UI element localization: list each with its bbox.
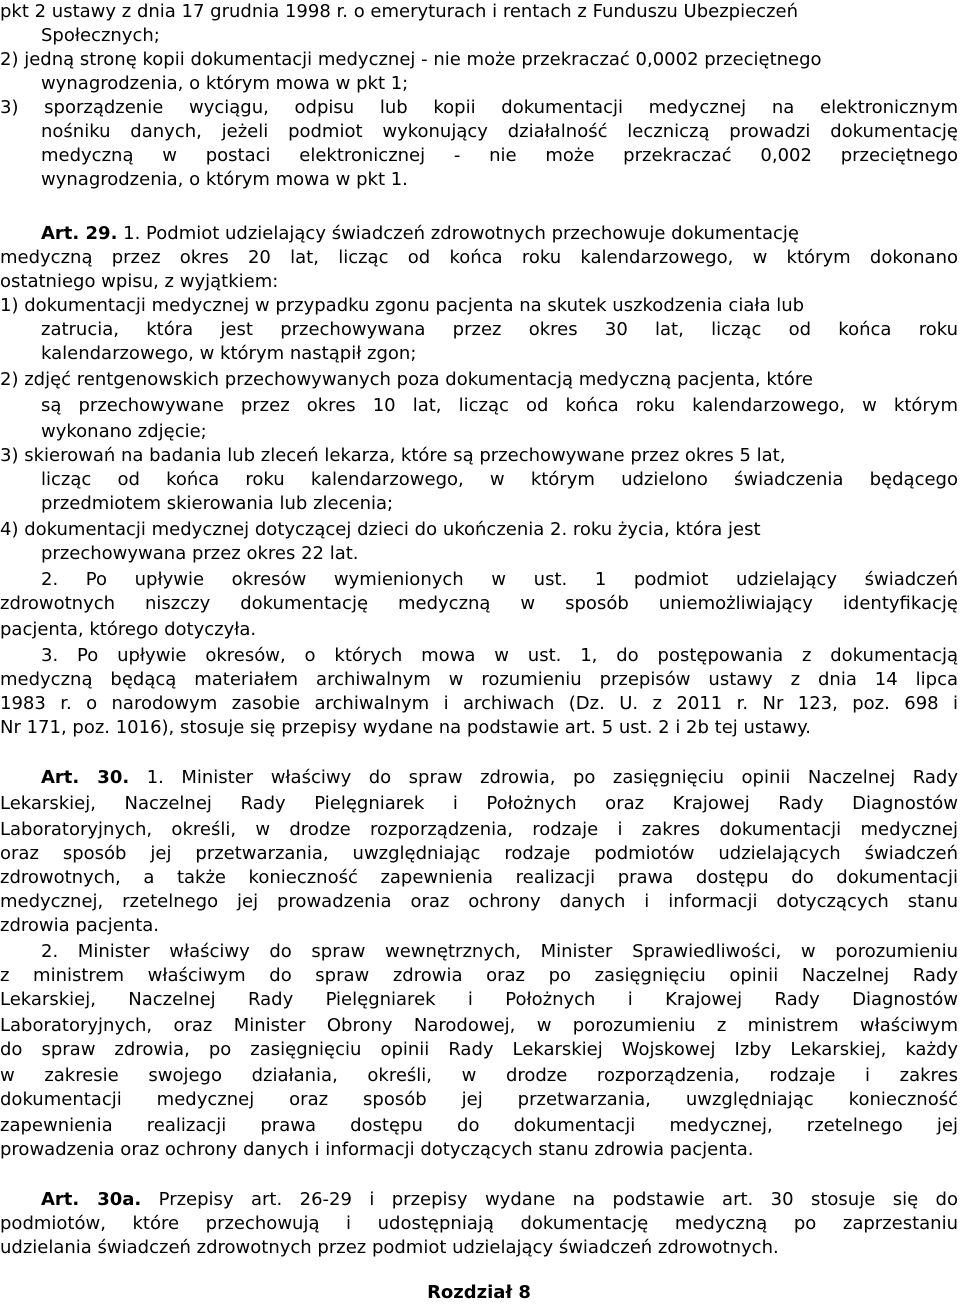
text-line — [41, 468, 958, 492]
line-text: są przechowywane przez okres 10 lat, licząc od końca roku kalendarzowego, w którym — [41, 395, 958, 416]
text-line — [41, 644, 958, 668]
line-text: kalendarzowego, w którym nastąpił zgon; — [41, 343, 417, 364]
line-text: Nr 171, poz. 1016), stosuje się przepisy wydane na podstawie art. 5 ust. 2 i 2b tej ustawy. — [0, 717, 811, 738]
line-text: przedmiotem skierowania lub zlecenia; — [41, 493, 394, 514]
text-line — [41, 568, 958, 592]
line-text: zdrowotnych niszczy dokumentację medyczną w sposób uniemożliwiający identyfikację — [0, 593, 958, 614]
line-text: nośniku danych, jeżeli podmiot wykonujący działalność leczniczą prowadzi dokumentację — [41, 121, 958, 142]
text-line — [41, 420, 958, 444]
line-text: 2. Po upływie okresów wymienionych w ust. 1 podmiot udzielający świadczeń — [41, 569, 958, 590]
text-line — [0, 246, 958, 270]
text-line — [0, 368, 958, 392]
line-text: 1. Minister właściwy do spraw zdrowia, po zasięgnięciu opinii Naczelnej Rady — [146, 767, 958, 788]
text-line — [0, 988, 958, 1012]
line-text: ostatniego wpisu, z wyjątkiem: — [0, 271, 279, 292]
line-text: medycznej, rzetelnego jej prowadzenia oraz ochrony danych i informacji dotyczących stanu — [0, 891, 958, 912]
text-line — [0, 818, 958, 842]
line-text: 1. Podmiot udzielający świadczeń zdrowotnych przechowuje dokumentację — [123, 223, 799, 244]
text-line — [0, 964, 958, 988]
text-line — [0, 294, 958, 318]
line-text: licząc od końca roku kalendarzowego, w którym udzielono świadczenia będącego — [41, 469, 958, 490]
line-text: pkt 2 ustawy z dnia 17 grudnia 1998 r. o emeryturach i rentach z Funduszu Ubezpieczeń — [0, 1, 799, 22]
text-line — [41, 24, 958, 48]
text-line — [0, 96, 958, 120]
line-text: dokumentacji medycznej oraz sposób jej przetwarzania, uwzględniając konieczność — [0, 1089, 958, 1110]
text-line — [0, 866, 958, 890]
line-text: Laboratoryjnych, określi, w drodze rozporządzenia, rodzaje i zakres dokumentacji medycznej — [0, 819, 958, 840]
text-line — [0, 1088, 958, 1112]
text-line — [41, 168, 958, 192]
line-text: zapewnienia realizacji prawa dostępu do dokumentacji medycznej, rzetelnego jej — [0, 1115, 958, 1136]
text-line — [0, 914, 958, 938]
text-line — [0, 668, 958, 692]
text-line — [0, 592, 958, 616]
text-line — [0, 842, 958, 866]
line-text: 1983 r. o narodowym zasobie archiwalnym i archiwach (Dz. U. z 2011 r. Nr 123, poz. 698 i — [0, 693, 958, 714]
article-29-first-line — [41, 222, 958, 246]
line-text: medyczną przez okres 20 lat, licząc od końca roku kalendarzowego, w którym dokonano — [0, 247, 958, 268]
article-30a-first-line — [41, 1188, 958, 1212]
line-text: 2) zdjęć rentgenowskich przechowywanych poza dokumentacją medyczną pacjenta, które — [0, 369, 813, 390]
line-text: medyczną będącą materiałem archiwalnym w rozumieniu przepisów ustawy z dnia 14 lipca — [0, 669, 958, 690]
text-line — [41, 318, 958, 342]
text-line — [0, 270, 958, 294]
line-text: zdrowia pacjenta. — [0, 915, 160, 936]
line-text: 3. Po upływie okresów, o których mowa w ust. 1, do postępowania z dokumentacją — [41, 645, 958, 666]
text-line — [41, 342, 958, 366]
text-line — [0, 1236, 958, 1260]
text-line — [0, 692, 958, 716]
text-line — [41, 492, 958, 516]
article-heading: Art. 30a. — [41, 1189, 142, 1210]
line-text: prowadzenia oraz ochrony danych i informacji dotyczących stanu zdrowia pacjenta. — [0, 1139, 754, 1160]
line-text: medyczną w postaci elektronicznej - nie może przekraczać 0,002 przeciętnego — [41, 145, 958, 166]
line-text: z ministrem właściwym do spraw zdrowia oraz po zasięgnięciu opinii Naczelnej Rady — [0, 965, 958, 986]
text-line — [0, 716, 958, 740]
line-text: zatrucia, która jest przechowywana przez okres 30 lat, licząc od końca roku — [41, 319, 958, 340]
line-text: pacjenta, którego dotyczyła. — [0, 619, 257, 640]
text-line — [0, 1064, 958, 1088]
line-text: Lekarskiej, Naczelnej Rady Pielęgniarek i Położnych i Krajowej Rady Diagnostów — [0, 989, 958, 1010]
text-line — [0, 618, 958, 642]
text-line — [0, 792, 958, 816]
article-30-first-line — [41, 766, 958, 790]
text-line — [0, 48, 958, 72]
line-text: 2. Minister właściwy do spraw wewnętrznych, Minister Sprawiedliwości, w porozumieniu — [41, 941, 958, 962]
text-line — [41, 120, 958, 144]
line-text: 2) jedną stronę kopii dokumentacji medycznej - nie może przekraczać 0,0002 przeciętnego — [0, 49, 822, 70]
text-line — [0, 1114, 958, 1138]
text-line — [0, 1038, 958, 1062]
text-line — [0, 1138, 958, 1162]
line-text: Lekarskiej, Naczelnej Rady Pielęgniarek i Położnych oraz Krajowej Rady Diagnostów — [0, 793, 958, 814]
text-line — [0, 1212, 958, 1236]
line-text: podmiotów, które przechowują i udostępniają dokumentację medyczną po zaprzestaniu — [0, 1213, 958, 1234]
line-text: przechowywana przez okres 22 lat. — [41, 543, 359, 564]
line-text: Przepisy art. 26-29 i przepisy wydane na podstawie art. 30 stosuje się do — [158, 1189, 958, 1210]
article-heading: Art. 29. — [41, 223, 118, 244]
article-heading: Art. 30. — [41, 767, 130, 788]
text-line — [0, 1014, 958, 1038]
text-line — [41, 144, 958, 168]
line-text: oraz sposób jej przetwarzania, uwzględniając rodzaje podmiotów udzielających świadczeń — [0, 843, 958, 864]
line-text: Laboratoryjnych, oraz Minister Obrony Narodowej, w porozumieniu z ministrem właściwym — [0, 1015, 958, 1036]
text-line — [41, 72, 958, 96]
text-line — [0, 890, 958, 914]
chapter-heading: Rozdział 8 — [427, 1282, 531, 1303]
text-line — [41, 542, 958, 566]
line-text: wykonano zdjęcie; — [41, 421, 207, 442]
line-text: udzielania świadczeń zdrowotnych przez podmiot udzielający świadczeń zdrowotnych. — [0, 1237, 779, 1258]
line-text: 4) dokumentacji medycznej dotyczącej dzieci do ukończenia 2. roku życia, która jest — [0, 519, 761, 540]
text-line — [0, 518, 958, 542]
line-text: do spraw zdrowia, po zasięgnięciu opinii Rady Lekarskiej Wojskowej Izby Lekarskiej, każdy — [0, 1039, 958, 1060]
line-text: wynagrodzenia, o którym mowa w pkt 1. — [41, 169, 408, 190]
line-text: 1) dokumentacji medycznej w przypadku zgonu pacjenta na skutek uszkodzenia ciała lub — [0, 295, 805, 316]
line-text: zdrowotnych, a także konieczność zapewnienia realizacji prawa dostępu do dokumentacji — [0, 867, 958, 888]
text-line — [0, 0, 958, 24]
line-text: w zakresie swojego działania, określi, w drodze rozporządzenia, rodzaje i zakres — [0, 1065, 958, 1086]
text-line — [41, 940, 958, 964]
text-line — [0, 444, 958, 468]
line-text: Społecznych; — [41, 25, 160, 46]
line-text: 3) sporządzenie wyciągu, odpisu lub kopii dokumentacji medycznej na elektronicznym — [0, 97, 958, 118]
line-text: 3) skierowań na badania lub zleceń lekarza, które są przechowywane przez okres 5 lat, — [0, 445, 786, 466]
line-text: wynagrodzenia, o którym mowa w pkt 1; — [41, 73, 409, 94]
text-line — [41, 394, 958, 418]
